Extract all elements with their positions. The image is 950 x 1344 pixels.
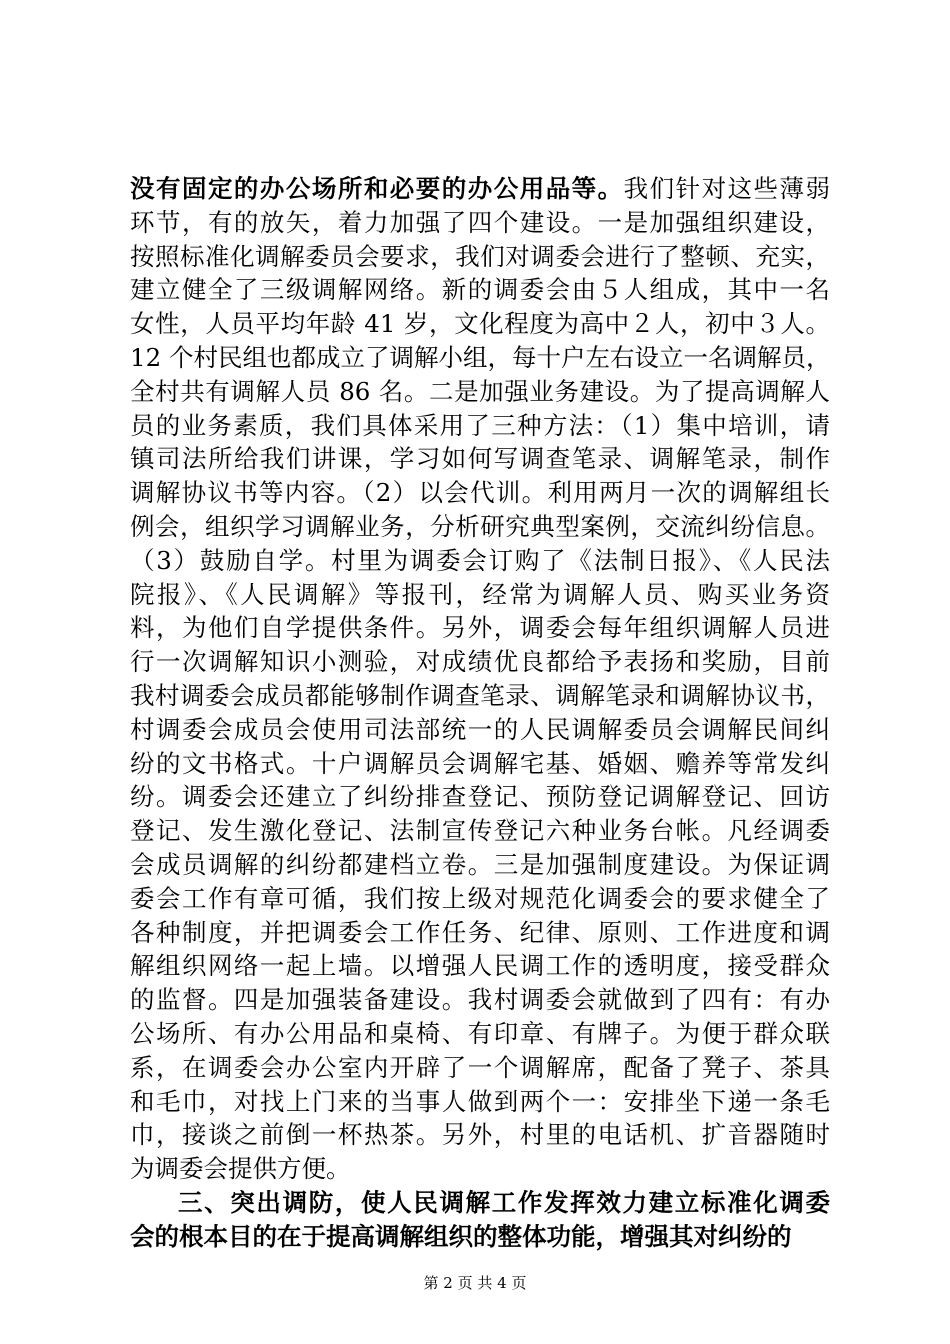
paragraph-line <box>130 510 830 544</box>
paragraph-line <box>130 409 830 443</box>
paragraph-line <box>130 273 830 307</box>
section-three-line-2: 会的根本目的在于提高调解组织的整体功能，增强其对纠纷的 <box>130 1221 792 1251</box>
bold-lead-text: 没有固定的办公场所和必要的办公用品等。 <box>130 174 624 203</box>
paragraph-line <box>130 1152 830 1186</box>
line-text: 解组织网络一起上墙。以增强人民调工作的透明度，接受群众 <box>130 951 830 981</box>
paragraph-line <box>130 747 830 781</box>
line-text: 全村共有调解人员 86 名。二是加强业务建设。为了提高调解人 <box>130 376 830 406</box>
page-number-footer: 第 2 页 共 4 页 <box>423 1274 527 1292</box>
line-text: 纷。调委会还建立了纠纷排查登记、预防登记调解登记、回访 <box>130 782 830 812</box>
line-text: 按照标准化调解委员会要求，我们对调委会进行了整顿、充实， <box>130 241 830 271</box>
paragraph-line <box>130 442 830 476</box>
line-text: 我们针对这些薄弱 <box>623 174 831 203</box>
line-text: 委会工作有章可循，我们按上级对规范化调委会的要求健全了 <box>130 883 830 913</box>
document-body <box>130 172 830 1254</box>
paragraph-line <box>130 848 830 882</box>
paragraph-line <box>130 780 830 814</box>
line-text: 员的业务素质，我们具体采用了三种方法：（1）集中培训，请 <box>130 410 830 440</box>
paragraph-line <box>130 611 830 645</box>
line-text: 为调委会提供方便。 <box>130 1154 351 1184</box>
line-text: 公场所、有办公用品和桌椅、有印章、有牌子。为便于群众联 <box>130 1018 830 1048</box>
paragraph-line <box>130 949 830 983</box>
paragraph-line <box>130 645 830 679</box>
paragraph-line <box>130 476 830 510</box>
paragraph-line <box>130 1017 830 1051</box>
paragraph-line <box>130 916 830 950</box>
line-text: 纷的文书格式。十户调解员会调解宅基、婚姻、赡养等常发纠 <box>130 748 830 778</box>
paragraph-line <box>130 882 830 916</box>
line-text: 料，为他们自学提供条件。另外，调委会每年组织调解人员进 <box>130 613 830 643</box>
line-text: 女性，人员平均年龄 41 岁，文化程度为高中２人，初中３人。 <box>130 309 830 339</box>
line-text: 系，在调委会办公室内开辟了一个调解席，配备了凳子、茶具 <box>130 1052 830 1082</box>
paragraph-line <box>130 1085 830 1119</box>
section-three-line-1: 三、突出调防，使人民调解工作发挥效力建立标准化调委 <box>178 1187 830 1217</box>
paragraph-line <box>130 375 830 409</box>
line-text: 例会，组织学习调解业务，分析研究典型案例，交流纠纷信息。 <box>130 511 830 541</box>
paragraph-line <box>130 206 830 240</box>
line-text: 12 个村民组也都成立了调解小组，每十户左右设立一名调解员， <box>130 342 831 372</box>
paragraph-line <box>130 544 830 578</box>
line-text: 登记、发生激化登记、法制宣传登记六种业务台帐。凡经调委 <box>130 816 830 846</box>
paragraph-line <box>130 1051 830 1085</box>
paragraph-line <box>130 814 830 848</box>
paragraph-line <box>130 679 830 713</box>
line-text: 村调委会成员会使用司法部统一的人民调解委员会调解民间纠 <box>130 714 830 744</box>
line-text: 我村调委会成员都能够制作调查笔录、调解笔录和调解协议书， <box>130 680 830 710</box>
paragraph-line <box>130 983 830 1017</box>
paragraph-line <box>130 578 830 612</box>
line-text: 各种制度，并把调委会工作任务、纪律、原则、工作进度和调 <box>130 917 830 947</box>
line-text: 镇司法所给我们讲课，学习如何写调查笔录、调解笔录，制作 <box>130 444 830 474</box>
paragraph-main <box>130 172 830 1186</box>
line-text: 巾，接谈之前倒一杯热茶。另外，村里的电话机、扩音器随时 <box>130 1120 830 1150</box>
line-text: 的监督。四是加强装备建设。我村调委会就做到了四有：有办 <box>130 985 830 1015</box>
line-text: 调解协议书等内容。（2）以会代训。利用两月一次的调解组长 <box>130 478 830 508</box>
paragraph-line <box>130 172 830 206</box>
paragraph-line <box>130 341 830 375</box>
paragraph-line <box>130 240 830 274</box>
paragraph-line <box>130 713 830 747</box>
line-text: 会成员调解的纠纷都建档立卷。三是加强制度建设。为保证调 <box>130 849 830 879</box>
line-text: 环节，有的放矢，着力加强了四个建设。一是加强组织建设， <box>130 207 830 237</box>
line-text: （3）鼓励自学。村里为调委会订购了《法制日报》、《人民法 <box>130 545 830 575</box>
line-text: 建立健全了三级调解网络。新的调委会由５人组成，其中一名 <box>130 275 830 305</box>
line-text: 和毛巾，对找上门来的当事人做到两个一：安排坐下递一条毛 <box>130 1086 830 1116</box>
paragraph-line <box>130 1118 830 1152</box>
paragraph-line <box>130 307 830 341</box>
line-text: 行一次调解知识小测验，对成绩优良都给予表扬和奖励，目前 <box>130 647 830 677</box>
line-text: 院报》、《人民调解》等报刊，经常为调解人员、购买业务资 <box>130 579 830 609</box>
